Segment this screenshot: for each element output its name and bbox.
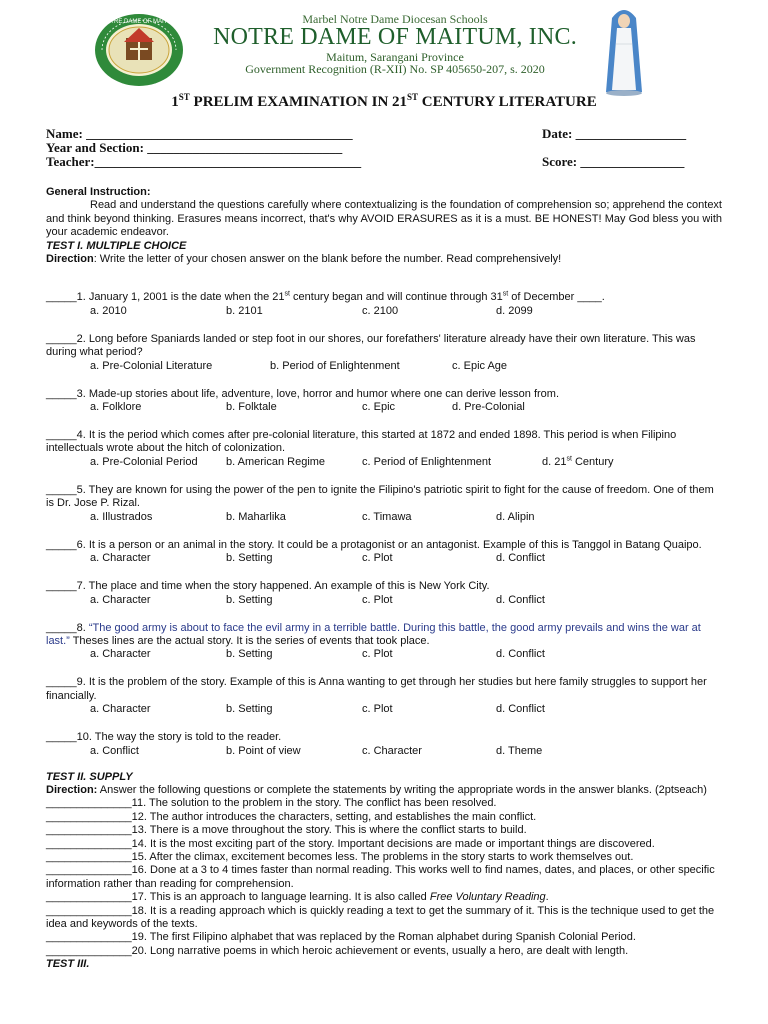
option-b: b. Setting (226, 648, 273, 661)
supply-item-17 (46, 891, 722, 904)
supply-emphasis: Free Voluntary Reading (429, 891, 546, 904)
option-d (542, 456, 614, 469)
question-7-options (46, 594, 722, 608)
option-c: c. Plot (362, 593, 393, 606)
school-recognition: Government Recognition (R-XII) No. SP 405650-207, s. 2020 (245, 62, 545, 76)
option-c: c. Epic Age (452, 359, 508, 372)
question-4-options (46, 456, 722, 470)
title-part: CENTURY LITERATURE (418, 94, 597, 110)
option-b: b. Setting (226, 703, 273, 716)
supply-text: . (545, 891, 549, 904)
option-b: b. Folktale (226, 401, 277, 414)
teacher-field[interactable]: Teacher:_________________________________________ (46, 154, 362, 169)
question-9: _____9. It is the problem of the story. Example of this is Anna wanting to get through her studies but here family struggles to support her financially. (46, 676, 707, 702)
name-field[interactable]: Name: _________________________________________ (46, 126, 353, 141)
option-d: d. Conflict (496, 593, 545, 606)
option-d: d. Theme (496, 744, 543, 757)
school-logo (92, 12, 186, 88)
question-3-options (46, 401, 722, 415)
question-1 (46, 291, 722, 304)
option-b: b. Point of view (226, 744, 301, 757)
option-b: b. 2101 (226, 304, 263, 317)
option-d: d. Conflict (496, 648, 545, 661)
year-section-field[interactable]: Year and Section: ______________________________ (46, 140, 343, 155)
question-7: _____7. The place and time when the story happened. An example of this is New York City. (46, 580, 490, 593)
supply-item: ______________16. Done at a 3 to 4 times faster than normal reading. This works well to find names, dates, and places, or other specific information rather than reading for comprehension. (46, 864, 715, 890)
test3-heading: TEST III. (46, 958, 90, 971)
question-4: _____4. It is the period which comes after pre-colonial literature, this started at 1872 and ended 1898. This period is when Filipino intellectuals wrote about the hitch of colonization. (46, 429, 677, 455)
option-text: Century (571, 455, 614, 468)
option-a: a. Character (90, 648, 151, 661)
exam-title (0, 94, 768, 111)
option-a: a. Character (90, 552, 151, 565)
supply-item: ______________11. The solution to the problem in the story. The conflict has been resolved. (46, 797, 497, 810)
question-5: _____5. They are known for using the power of the pen to ignite the Filipino's patriotic spirit to fight for the cause of freedom. One of them is Dr. Jose P. Rizal. (46, 483, 714, 510)
option-c: c. Character (362, 744, 422, 757)
option-a: a. Pre-Colonial Period (90, 455, 198, 468)
supply-text: ______________17. This is an approach to language learning. It is also called (46, 891, 430, 904)
direction-text: : Write the letter of your chosen answer on the blank before the number. Read comprehensively! (93, 253, 562, 266)
school-header (0, 0, 768, 86)
question-6-options (46, 552, 722, 566)
question-number: _____8. (46, 621, 89, 634)
general-instruction-text: Read and understand the questions carefully where contextualizing is the foundation of comprehension so; apprehend the context and think beyond thinking. Erasures means incorrect, that's why AVOID ERASURES as it is a must. BE HONEST! May God bless you with your academic endeavor. (46, 199, 722, 239)
option-c: c. 2100 (362, 304, 399, 317)
question-text: of December ____. (508, 291, 605, 304)
direction-text: Answer the following questions or complete the statements by writing the appropriate words in the answer blanks. (2ptseach) (97, 783, 707, 796)
title-sup: ST (178, 92, 190, 102)
direction-label: Direction: (46, 783, 98, 796)
option-b: b. Setting (226, 593, 273, 606)
option-c: c. Plot (362, 552, 393, 565)
general-instruction-heading: General Instruction: (46, 186, 151, 198)
option-a: a. 2010 (90, 304, 127, 317)
question-8-options (46, 648, 722, 662)
option-sup: st (566, 455, 572, 463)
question-1-options (46, 305, 722, 319)
direction-label: Direction (46, 253, 94, 266)
supply-item: ______________20. Long narrative poems in which heroic achievement or events, usually a hero, are dealt with length. (46, 944, 629, 957)
supply-item: ______________13. There is a move throughout the story. This is where the conflict starts to build. (46, 824, 527, 837)
option-c: c. Plot (362, 703, 393, 716)
question-2: _____2. Long before Spaniards landed or step foot in our shores, our forefathers' literature already have their own literature. This was during what period? (46, 332, 696, 359)
question-text: _____1. January 1, 2001 is the date when the 21 (46, 291, 285, 304)
option-d: d. Pre-Colonial (452, 401, 525, 414)
supply-item: ______________19. The first Filipino alphabet that was replaced by the Roman alphabet during Spanish Colonial Period. (46, 931, 636, 944)
date-field[interactable]: Date: _________________ (542, 126, 687, 141)
question-5-options (46, 511, 722, 525)
logo-text: NOTRE DAME OF MAITUM (101, 19, 177, 25)
question-8 (46, 622, 722, 649)
question-9-options (46, 703, 722, 717)
question-3: _____3. Made-up stories about life, adventure, love, horror and humor where one can derive lesson from. (46, 387, 560, 400)
option-b: b. Maharlika (226, 510, 286, 523)
question-quote: “The good army is about to face the evil army in a terrible battle. During this battle, the good army prevails and wins the war at last.” (46, 621, 701, 647)
question-sup: st (502, 290, 509, 298)
option-d: d. Conflict (496, 703, 545, 716)
title-part: PRELIM EXAMINATION IN 21 (189, 94, 408, 110)
option-a: a. Folklore (90, 401, 142, 414)
test1-heading: TEST I. MULTIPLE CHOICE (46, 239, 187, 252)
school-address: Maitum, Sarangani Province (326, 50, 464, 64)
option-a: a. Character (90, 703, 151, 716)
option-text: d. 21 (542, 455, 567, 468)
test2-heading: TEST II. SUPPLY (46, 770, 133, 783)
virgin-mary-image (598, 4, 650, 96)
supply-item: ______________12. The author introduces the characters, setting, and establishes the main conflict. (46, 810, 537, 823)
test1-direction (46, 253, 722, 266)
score-field[interactable]: Score: ________________ (542, 154, 685, 169)
school-name: NOTRE DAME OF MAITUM, INC. (213, 24, 577, 50)
supply-item: ______________15. After the climax, excitement becomes less. The problems in the story starts to work themselves out. (46, 850, 634, 863)
option-a: a. Illustrados (90, 510, 153, 523)
option-d: d. Alipin (496, 510, 535, 523)
exam-body (46, 186, 722, 972)
test2-direction (46, 784, 722, 797)
supply-item: ______________18. It is a reading approach which is quickly reading a text to get the summary of it. This is the technique used to get the idea and keywords of the texts. (46, 904, 715, 930)
question-2-options (46, 360, 722, 374)
option-b: b. Period of Enlightenment (270, 359, 400, 372)
question-sup: st (284, 290, 290, 298)
option-c: c. Plot (362, 648, 393, 661)
question-10-options (46, 745, 722, 759)
question-10: _____10. The way the story is told to the reader. (46, 731, 282, 744)
option-c: c. Period of Enlightenment (362, 455, 492, 468)
option-b: b. Setting (226, 552, 273, 565)
supply-item: ______________14. It is the most exciting part of the story. Important decisions are made or important things are discovered. (46, 837, 655, 850)
option-a: a. Conflict (90, 744, 139, 757)
option-d: d. 2099 (496, 304, 533, 317)
title-sup: ST (407, 92, 419, 102)
school-diocese: Marbel Notre Dame Diocesan Schools (302, 12, 488, 26)
option-a: a. Pre-Colonial Literature (90, 359, 213, 372)
option-c: c. Timawa (362, 510, 412, 523)
title-part: 1 (171, 94, 179, 110)
option-c: c. Epic (362, 401, 396, 414)
question-text: Theses lines are the actual story. It is the series of events that took place. (69, 634, 430, 647)
question-6: _____6. It is a person or an animal in the story. It could be a protagonist or an antagonist. Example of this is Tanggol in Batang Quaipo. (46, 538, 702, 551)
option-d: d. Conflict (496, 552, 545, 565)
option-a: a. Character (90, 593, 151, 606)
option-b: b. American Regime (226, 455, 326, 468)
question-text: century began and will continue through 31 (289, 291, 503, 304)
